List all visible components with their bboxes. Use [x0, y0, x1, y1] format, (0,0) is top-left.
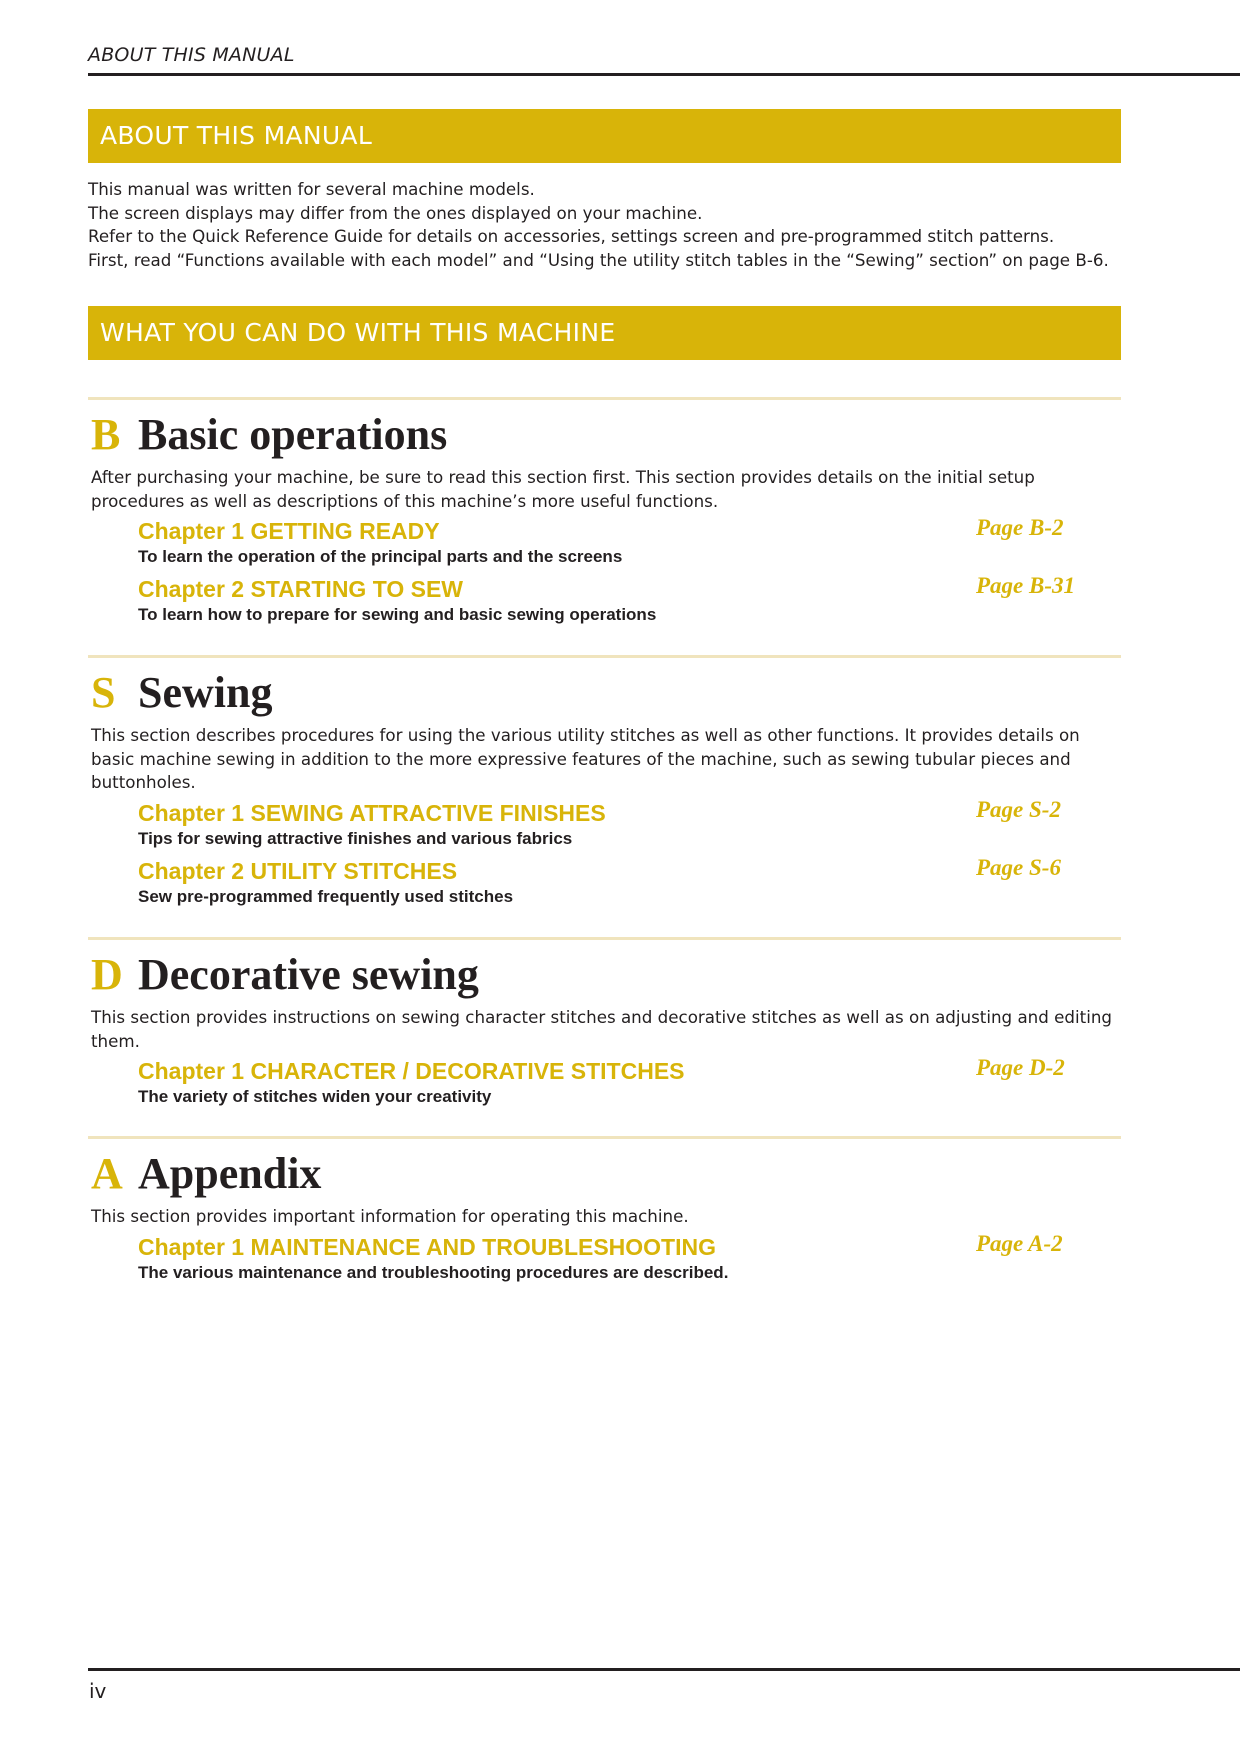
- chapter-subtitle: To learn how to prepare for sewing and basic sewing operations: [138, 605, 657, 624]
- chapter-page-ref[interactable]: Page D-2: [976, 1055, 1065, 1080]
- chapter-title[interactable]: Chapter 1 MAINTENANCE AND TROUBLESHOOTING: [138, 1233, 716, 1260]
- section-heading: [88, 946, 1121, 1006]
- chapter-subtitle: Tips for sewing attractive finishes and various fabrics: [138, 828, 573, 848]
- chapter-entry[interactable]: [138, 516, 1121, 574]
- chapter-subtitle: To learn the operation of the principal parts and the screens: [138, 547, 623, 566]
- section-description: After purchasing your machine, be sure to read this section first. This section provides details on the initial setup procedures as well as descriptions of this machine’s more useful functions.: [91, 467, 1035, 511]
- chapter-entry[interactable]: [138, 1056, 1121, 1114]
- chapter-entry[interactable]: [138, 856, 1121, 914]
- section-basic-operations: [88, 397, 1121, 632]
- chapter-entry[interactable]: [138, 1232, 1121, 1290]
- section-sewing: [88, 655, 1121, 914]
- chapter-page-ref[interactable]: Page B-2: [976, 515, 1064, 540]
- chapter-subtitle: The various maintenance and troubleshooting procedures are described.: [138, 1262, 729, 1282]
- footer-rule: [88, 1668, 1240, 1671]
- chapter-page-ref[interactable]: Page B-31: [976, 573, 1076, 598]
- chapter-subtitle: Sew pre-programmed frequently used stitches: [138, 886, 514, 906]
- section-decorative-sewing: [88, 937, 1121, 1114]
- about-banner: ABOUT THIS MANUAL: [88, 109, 1121, 163]
- chapter-title[interactable]: Chapter 1 CHARACTER / DECORATIVE STITCHES: [138, 1058, 685, 1084]
- running-head: ABOUT THIS MANUAL: [88, 44, 295, 66]
- chapter-entry[interactable]: [138, 574, 1121, 632]
- chapter-entry[interactable]: [138, 798, 1121, 856]
- intro-line: Refer to the Quick Reference Guide for details on accessories, settings screen and pre-programmed stitch patterns.: [88, 226, 1055, 247]
- section-letter: A: [91, 1149, 123, 1198]
- chapter-title[interactable]: Chapter 1 SEWING ATTRACTIVE FINISHES: [138, 799, 606, 826]
- section-title: Appendix: [138, 1149, 322, 1198]
- section-description: This section provides important information for operating this machine.: [91, 1206, 689, 1226]
- section-letter: D: [91, 950, 123, 999]
- section-appendix: [88, 1136, 1121, 1290]
- section-letter: S: [91, 668, 116, 717]
- what-banner: WHAT YOU CAN DO WITH THIS MACHINE: [88, 306, 1121, 360]
- section-title: Decorative sewing: [138, 950, 479, 999]
- section-heading: [88, 1145, 1121, 1205]
- section-description: This section provides instructions on sewing character stitches and decorative stitches as well as on adjusting and editing them.: [91, 1007, 1113, 1051]
- section-divider: [88, 655, 1121, 658]
- chapter-page-ref[interactable]: Page S-2: [976, 796, 1061, 822]
- section-title: Basic operations: [138, 410, 448, 459]
- chapter-subtitle: The variety of stitches widen your creativity: [138, 1087, 492, 1106]
- intro-line: The screen displays may differ from the ones displayed on your machine.: [88, 202, 703, 223]
- chapter-title[interactable]: Chapter 2 STARTING TO SEW: [138, 576, 464, 602]
- intro-line: First, read “Functions available with each model” and “Using the utility stitch tables in the “Sewing” section” on page B-6.: [88, 249, 1109, 270]
- chapter-page-ref[interactable]: Page S-6: [976, 854, 1061, 880]
- header-rule: [88, 73, 1240, 76]
- section-divider: [88, 397, 1121, 400]
- intro-line: This manual was written for several machine models.: [88, 179, 535, 199]
- chapter-page-ref[interactable]: Page A-2: [976, 1230, 1063, 1256]
- intro-text: [88, 178, 1148, 272]
- section-divider: [88, 937, 1121, 940]
- section-description: This section describes procedures for using the various utility stitches as well as other functions. It provides details on basic machine sewing in addition to the more expressive features of the machine, such as sewing tubular pieces and buttonholes.: [91, 725, 1080, 792]
- chapter-title[interactable]: Chapter 1 GETTING READY: [138, 518, 440, 544]
- section-letter: B: [91, 410, 121, 459]
- page-number: iv: [89, 1679, 107, 1703]
- section-heading: [88, 406, 1121, 466]
- section-title: Sewing: [138, 668, 273, 717]
- section-heading: [88, 664, 1121, 724]
- chapter-title[interactable]: Chapter 2 UTILITY STITCHES: [138, 857, 458, 884]
- section-divider: [88, 1136, 1121, 1139]
